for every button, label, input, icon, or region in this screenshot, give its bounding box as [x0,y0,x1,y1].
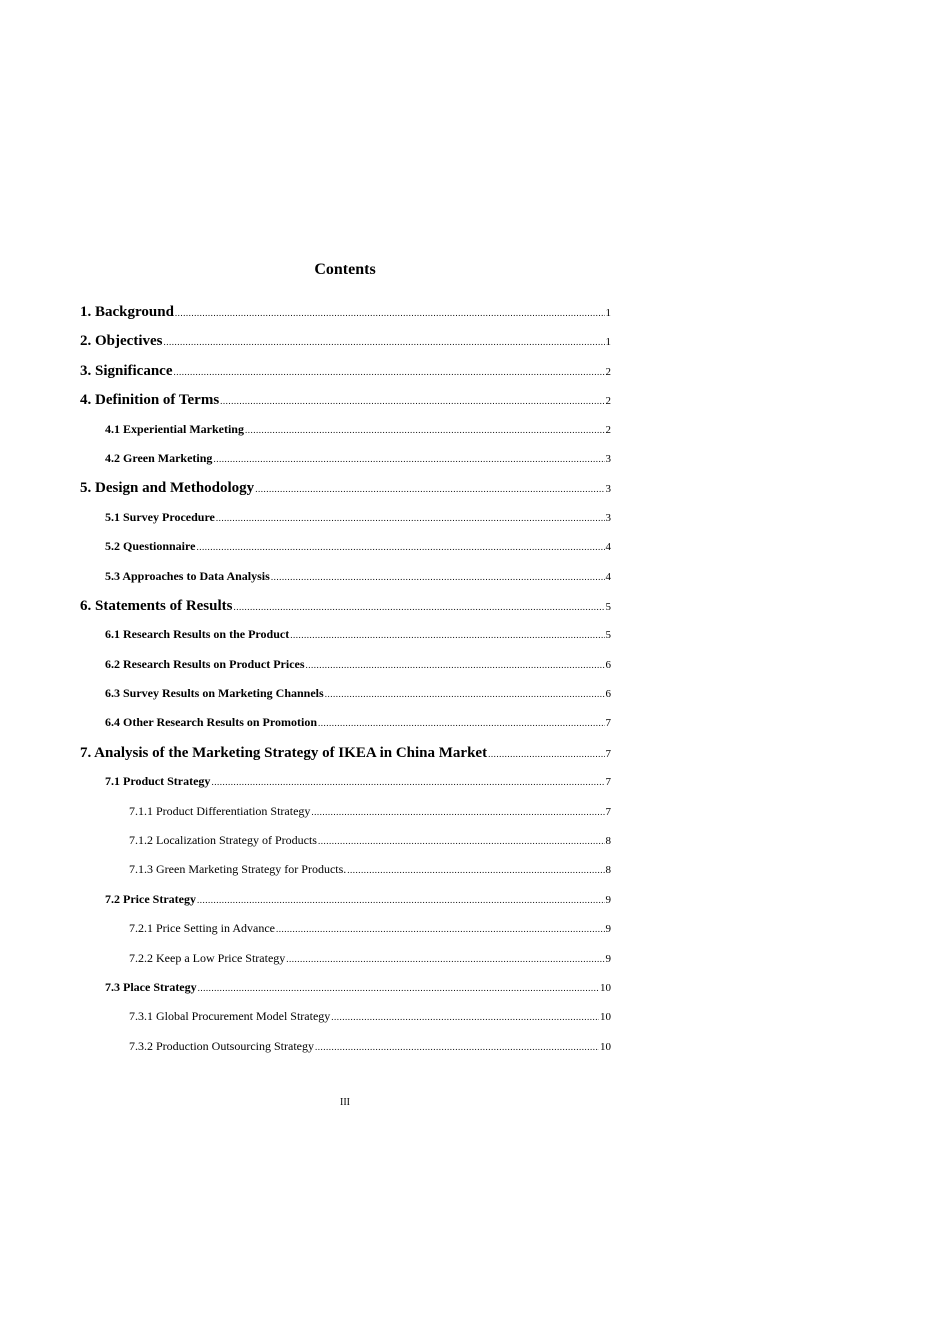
toc-entry[interactable] [80,1001,611,1030]
toc-entry-label: 4.1 Experiential Marketing [105,421,244,436]
dot-leader [318,708,605,738]
toc-entry[interactable] [80,913,611,942]
toc-entry-page-number: 2 [605,423,611,436]
toc-entry-page-number: 3 [605,483,611,496]
toc-entry[interactable] [80,531,611,560]
toc-entry[interactable] [80,472,611,501]
toc-entry-label: 6.1 Research Results on the Product [105,627,290,642]
toc-entry-label: 7.3 Place Strategy [105,979,197,994]
dot-leader [211,767,604,797]
dot-leader [220,385,604,417]
toc-entry-label: 3. Significance [80,362,173,379]
toc-entry[interactable] [80,1031,611,1060]
toc-entry[interactable] [80,355,611,384]
table-of-contents [80,296,611,1060]
toc-entry[interactable] [80,972,611,1001]
toc-entry-label: 7.2.2 Keep a Low Price Strategy [129,950,286,965]
toc-entry-page-number: 3 [605,452,611,465]
toc-entry-label: 4. Definition of Terms [80,392,220,409]
toc-entry-label: 7.3.1 Global Procurement Model Strategy [129,1009,331,1024]
toc-entry[interactable] [80,854,611,883]
toc-entry-page-number: 1 [605,336,611,349]
toc-entry[interactable] [80,590,611,619]
dot-leader [198,973,599,1003]
dot-leader [271,562,605,592]
dot-leader [163,326,604,358]
toc-entry-page-number: 7 [605,717,611,730]
toc-entry[interactable] [80,707,611,736]
toc-entry[interactable] [80,443,611,472]
toc-entry-label: 7.3.2 Production Outsourcing Strategy [129,1038,314,1053]
toc-entry-label: 7.2.1 Price Setting in Advance [129,921,275,936]
toc-entry[interactable] [80,825,611,854]
toc-entry[interactable] [80,678,611,707]
toc-entry[interactable] [80,737,611,766]
toc-entry-page-number: 10 [600,1011,611,1024]
toc-entry-label: 7.2 Price Strategy [105,891,196,906]
toc-entry[interactable] [80,649,611,678]
toc-entry[interactable] [80,502,611,531]
toc-entry-page-number: 2 [605,395,611,408]
toc-entry-page-number: 4 [605,570,611,583]
toc-entry-page-number: 6 [605,658,611,671]
toc-entry-page-number: 3 [605,511,611,524]
toc-entry-page-number: 7 [605,747,611,760]
toc-entry-page-number: 5 [605,600,611,613]
toc-entry-label: 7.1 Product Strategy [105,774,211,789]
dot-leader [488,738,604,770]
toc-entry[interactable] [80,796,611,825]
dot-leader [197,885,605,915]
dot-leader [331,1002,599,1032]
dot-leader [286,944,604,974]
dot-leader [318,826,605,856]
dot-leader [347,855,604,885]
toc-entry[interactable] [80,414,611,443]
toc-entry-page-number: 7 [605,805,611,818]
toc-entry[interactable] [80,296,611,325]
dot-leader [311,797,604,827]
toc-entry[interactable] [80,561,611,590]
toc-entry-label: 5.2 Questionnaire [105,539,196,554]
toc-entry-label: 2. Objectives [80,333,163,350]
toc-entry-page-number: 8 [605,835,611,848]
dot-leader [175,297,605,329]
toc-entry-label: 4.2 Green Marketing [105,450,213,465]
toc-title: Contents [314,261,376,278]
dot-leader [245,415,605,445]
toc-entry[interactable] [80,384,611,413]
dot-leader [196,532,604,562]
toc-entry[interactable] [80,325,611,354]
toc-entry-page-number: 4 [605,541,611,554]
toc-entry[interactable] [80,619,611,648]
toc-entry-label: 5.3 Approaches to Data Analysis [105,568,270,583]
toc-entry-page-number: 1 [605,307,611,319]
toc-entry-label: 7.1.1 Product Differentiation Strategy [129,803,311,818]
toc-entry-page-number: 5 [605,629,611,642]
page-number: III [340,1097,350,1108]
toc-entry[interactable] [80,766,611,795]
toc-entry-page-number: 2 [605,365,611,378]
toc-entry[interactable] [80,943,611,972]
toc-entry-page-number: 9 [605,923,611,936]
toc-entry-label: 1. Background [80,304,174,320]
dot-leader [306,650,605,680]
toc-entry-page-number: 10 [600,981,611,994]
dot-leader [216,503,605,533]
toc-entry-page-number: 9 [605,952,611,965]
toc-entry-label: 7. Analysis of the Marketing Strategy of IKEA in China Market [80,744,488,761]
toc-entry[interactable] [80,884,611,913]
dot-leader [213,444,604,474]
dot-leader [325,679,605,709]
dot-leader [290,620,604,650]
dot-leader [255,473,604,505]
toc-entry-label: 6.3 Survey Results on Marketing Channels [105,686,324,701]
toc-entry-label: 6.2 Research Results on Product Prices [105,656,305,671]
toc-entry-label: 5.1 Survey Procedure [105,509,215,524]
toc-entry-page-number: 9 [605,893,611,906]
dot-leader [233,591,604,623]
dot-leader [174,356,605,388]
toc-entry-page-number: 8 [605,864,611,877]
toc-entry-label: 7.1.3 Green Marketing Strategy for Products. [129,862,347,877]
toc-entry-label: 5. Design and Methodology [80,480,255,497]
toc-entry-page-number: 6 [605,688,611,701]
dot-leader [315,1032,599,1062]
toc-entry-page-number: 10 [600,1040,611,1053]
toc-entry-label: 6. Statements of Results [80,597,233,614]
toc-entry-label: 7.1.2 Localization Strategy of Products [129,833,317,848]
dot-leader [276,914,605,944]
toc-entry-label: 6.4 Other Research Results on Promotion [105,715,317,730]
toc-entry-page-number: 7 [605,776,611,789]
